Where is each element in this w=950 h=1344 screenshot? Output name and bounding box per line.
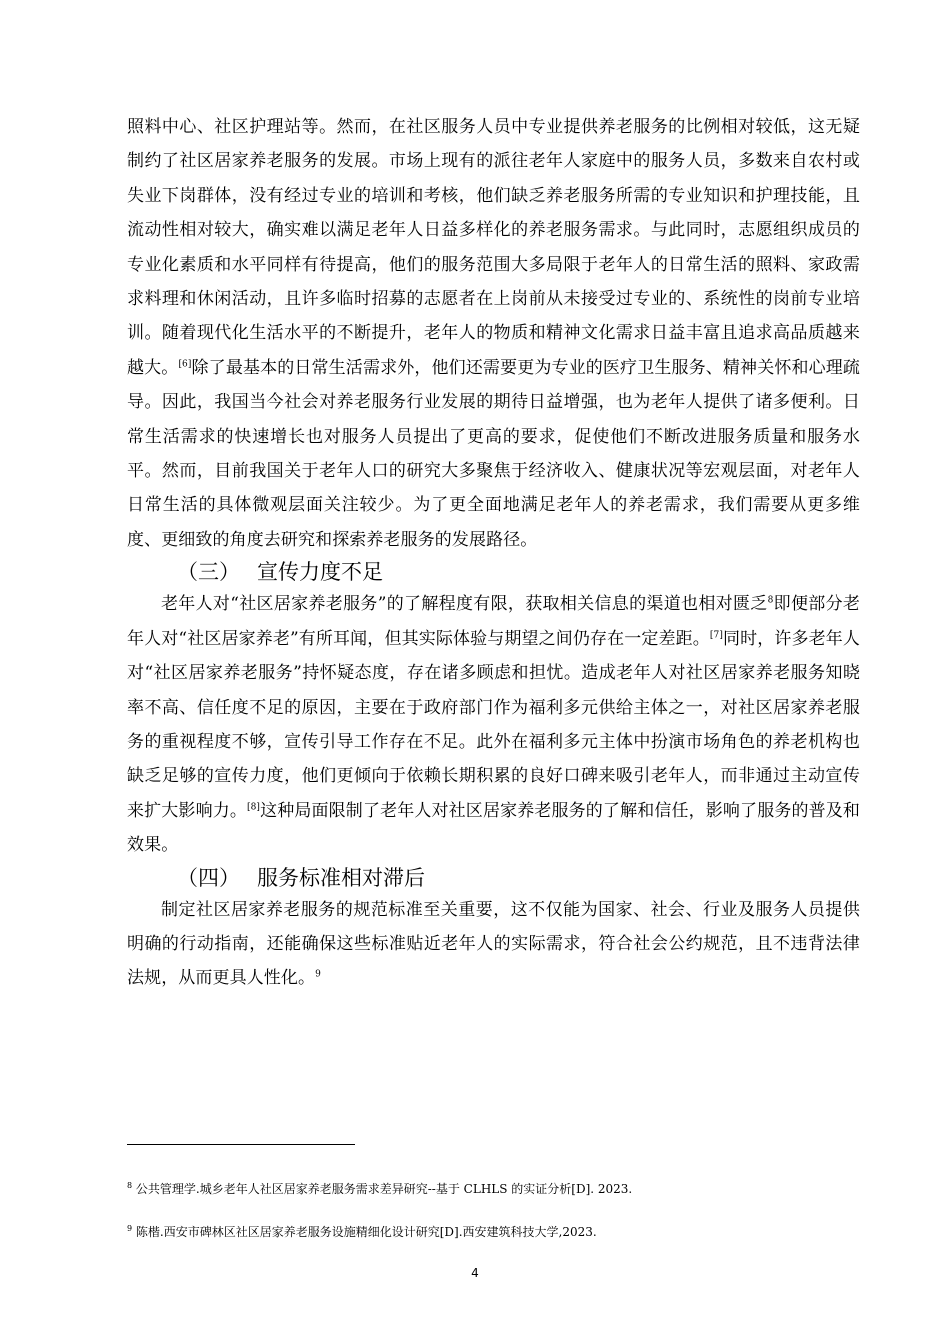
footnote-9 <box>127 1224 860 1240</box>
footnote-separator <box>127 1144 355 1145</box>
section-heading-4 <box>127 863 860 893</box>
paragraph-publicity <box>127 587 860 862</box>
footnote-text: 公共管理学.城乡老年人社区居家养老服务需求差异研究--基于 CLHLS 的实证分析[D]. 2023. <box>135 1182 633 1196</box>
paragraph-text: 同时，许多老年人对“社区居家养老服务”持怀疑态度，存在诸多顾虑和担忧。造成老年人对社区居家养老服务知晓率不高、信任度不足的原因，主要在于政府部门作为福利多元供给主体之一，对社区居家养老服务的重视程度不够，宣传引导工作存在不足。此外在福利多元主体中扮演市场角色的养老机构也缺乏足够的宣传力度，他们更倾向于依赖长期积累的良好口碑来吸引老年人，而非通过主动宣传来扩大影响力。 <box>127 628 860 821</box>
section-heading-3 <box>127 557 860 587</box>
section-number: （三） <box>177 560 240 585</box>
paragraph-continued <box>127 110 860 557</box>
footnote-ref: 9 <box>315 969 321 980</box>
paragraph-standards <box>127 893 860 996</box>
page-number: 4 <box>471 1266 479 1280</box>
citation-ref: [6] <box>178 359 192 370</box>
paragraph-text: 即便部分老年人对“社区居家养老”有所耳闻，但其实际体验与期望之间仍存在一定差距。 <box>127 594 860 649</box>
footnote-8 <box>127 1181 860 1197</box>
paragraph-text: 这种局面限制了老年人对社区居家养老服务的了解和信任，影响了服务的普及和效果。 <box>127 800 861 856</box>
footnote-mark: 8 <box>127 1181 133 1190</box>
paragraph-text: 制定社区居家养老服务的规范标准至关重要，这不仅能为国家、社会、行业及服务人员提供明确的行动指南，还能确保这些标准贴近老年人的实际需求，符合社会公约规范，且不违背法律法规，从而更具人性化。 <box>127 899 860 989</box>
paragraph-text: 老年人对“社区居家养老服务”的了解程度有限，获取相关信息的渠道也相对匮乏 <box>161 594 768 615</box>
section-number: （四） <box>177 865 240 890</box>
paragraph-text: 除了最基本的日常生活需求外，他们还需要更为专业的医疗卫生服务、精神关怀和心理疏导。因此，我国当今社会对养老服务行业发展的期待日益增强，也为老年人提供了诸多便利。日常生活需求的快速增长也对服务人员提出了更高的要求，促使他们不断改进服务质量和服务水平。然而，目前我国关于老年人口的研究大多聚焦于经济收入、健康状况等宏观层面，对老年人日常生活的具体微观层面关注较少。为了更全面地满足老年人的养老需求，我们需要从更多维度、更细致的角度去研究和探索养老服务的发展路径。 <box>127 357 860 550</box>
paragraph-text: 照料中心、社区护理站等。然而，在社区服务人员中专业提供养老服务的比例相对较低，这无疑制约了社区居家养老服务的发展。市场上现有的派往老年人家庭中的服务人员，多数来自农村或失业下岗群体，没有经过专业的培训和考核，他们缺乏养老服务所需的专业知识和护理技能，且流动性相对较大，确实难以满足老年人日益多样化的养老服务需求。与此同时，志愿组织成员的专业化素质和水平同样有待提高，他们的服务范围大多局限于老年人的日常生活的照料、家政需求料理和休闲活动，且许多临时招募的志愿者在上岗前从未接受过专业的、系统性的岗前专业培训。随着现代化生活水平的不断提升，老年人的物质和精神文化需求日益丰富且追求高品质越来越大。 <box>127 117 860 378</box>
citation-ref: [8] <box>247 802 261 813</box>
section-title: 宣传力度不足 <box>257 560 383 585</box>
citation-ref: [7] <box>709 630 723 641</box>
footnote-ref: 8 <box>767 595 774 606</box>
main-content <box>127 110 860 996</box>
footnote-text: 陈楷.西安市碑林区社区居家养老服务设施精细化设计研究[D].西安建筑科技大学,2023. <box>135 1225 597 1239</box>
section-title: 服务标准相对滞后 <box>257 865 425 890</box>
footnote-mark: 9 <box>127 1224 133 1233</box>
